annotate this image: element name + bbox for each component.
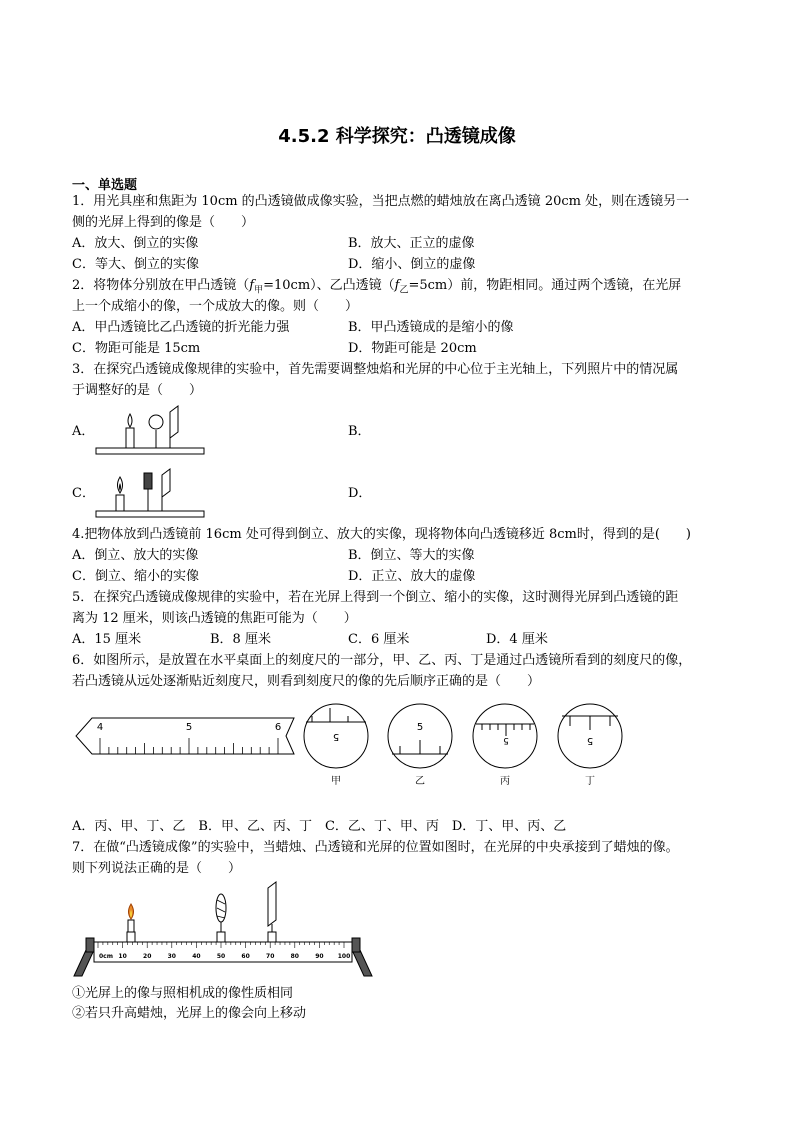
q6-options: A．丙、甲、丁、乙 B．甲、乙、丙、丁 C．乙、丁、甲、丙 D．丁、甲、丙、乙 (72, 819, 567, 834)
q2-f2: f (394, 278, 400, 293)
q5-option-a: A．15 厘米 (72, 632, 142, 647)
bench-label: 10 (118, 953, 127, 960)
q1-option-b: B．放大、正立的虚像 (348, 236, 475, 251)
q3-photo-c (94, 467, 206, 519)
bench-label: 40 (192, 953, 201, 960)
q7-screen (268, 882, 276, 942)
q6-ruler-label-4: 4 (96, 722, 104, 733)
q2-f1: f (249, 278, 255, 293)
q7-stem-line1: 7．在做“凸透镜成像”的实验中，当蜡烛、凸透镜和光屏的位置如图时，在光屏的中央承接到了蜡烛的像。 (72, 840, 679, 855)
q7-lens (216, 894, 226, 942)
q3-option-d: D． (348, 486, 372, 501)
q2-stem-part1: 2．将物体分别放在甲凸透镜（ (72, 278, 250, 293)
q6-label-ding: 丁 (585, 776, 595, 787)
bench-label: 60 (241, 953, 250, 960)
q7-statement-1: ①光屏上的像与照相机成的像性质相同 (72, 986, 294, 1001)
q2-f2-sub: 乙 (399, 285, 409, 296)
section-heading: 一、单选题 (72, 178, 138, 193)
q5-stem-line2: 离为 12 厘米，则该凸透镜的焦距可能为（ ） (72, 611, 357, 626)
q2-option-a: A．甲凸透镜比乙凸透镜的折光能力强 (72, 320, 290, 335)
bench-label: 50 (216, 953, 226, 960)
q7-stem-line2: 则下列说法正确的是（ ） (72, 861, 242, 876)
q1-stem-line1: 1．用光具座和焦距为 10cm 的凸透镜做成像实验，当把点燃的蜡烛放在离凸透镜 20cm 处，则在透镜另一 (72, 194, 690, 209)
q3-stem-line1: 3．在探究凸透镜成像规律的实验中，首先需要调整烛焰和光屏的中心位于主光轴上，下列照片中的情况属 (72, 362, 679, 377)
q6-label-jia: 甲 (331, 776, 341, 787)
q6-circle-yi (388, 704, 452, 768)
q2-option-d: D．物距可能是 20cm (348, 341, 477, 356)
q4-stem-line1: 4.把物体放到凸透镜前 16cm 处可得到倒立、放大的实像，现将物体向凸透镜移近 8cm时，得到的是( ) (72, 527, 691, 542)
q6-circle-bing (473, 704, 537, 768)
q6-circle-ding (558, 704, 622, 768)
bench-label: 80 (290, 953, 299, 960)
bench-label: 20 (143, 953, 152, 960)
q1-option-d: D．缩小、倒立的虚像 (348, 257, 476, 272)
q2-stem-part2: =10cm）、乙凸透镜（ (263, 278, 395, 293)
q1-stem-line2: 侧的光屏上得到的像是（ ） (72, 215, 255, 230)
q6-label-yi: 乙 (415, 776, 425, 787)
q2-option-c: C．物距可能是 15cm (72, 341, 201, 356)
q6-label-bing: 丙 (500, 776, 510, 787)
q6-circle-jia-num: 5 (332, 731, 340, 742)
q6-circle-jia (304, 704, 368, 768)
q7-optical-bench (72, 880, 374, 980)
q7-statement-2: ②若只升高蜡烛，光屏上的像会向上移动 (72, 1006, 307, 1021)
q5-option-b: B．8 厘米 (210, 632, 271, 647)
q2-option-b: B．甲凸透镜成的是缩小的像 (348, 320, 514, 335)
q6-figure (72, 700, 632, 792)
q6-ruler-label-6: 6 (274, 722, 282, 733)
q2-stem-line2: 上一个成缩小的像，一个成放大的像。则（ ） (72, 299, 359, 314)
bench-label: 30 (167, 953, 176, 960)
q6-circle-ding-num: 5 (586, 735, 594, 746)
q5-option-d: D．4 厘米 (486, 632, 548, 647)
q1-option-c: C．等大、倒立的实像 (72, 257, 199, 272)
q1-option-a: A．放大、倒立的实像 (72, 236, 199, 251)
q3-photo-a (94, 402, 206, 456)
page-title: 4.5.2 科学探究：凸透镜成像 (278, 126, 516, 147)
q4-option-b: B．倒立、等大的实像 (348, 548, 475, 563)
q3-option-c: C． (72, 486, 95, 501)
q5-stem-line1: 5．在探究凸透镜成像规律的实验中，若在光屏上得到一个倒立、缩小的实像，这时测得光屏到凸透镜的距 (72, 590, 679, 605)
bench-label: 0cm (99, 953, 113, 960)
q5-option-c: C．6 厘米 (348, 632, 410, 647)
q6-stem-line1: 6．如图所示，是放置在水平桌面上的刻度尺的一部分，甲、乙、丙、丁是通过凸透镜所看到的刻度尺的像， (72, 653, 692, 668)
q6-circle-yi-num: 5 (416, 722, 424, 733)
bench-label: 100 (337, 953, 351, 960)
q4-option-a: A．倒立、放大的实像 (72, 548, 199, 563)
q4-option-c: C．倒立、缩小的实像 (72, 569, 199, 584)
q6-stem-line2: 若凸透镜从远处逐渐贴近刻度尺，则看到刻度尺的像的先后顺序正确的是（ ） (72, 674, 541, 689)
q3-stem-line2: 于调整好的是（ ） (72, 383, 203, 398)
bench-label: 90 (315, 953, 324, 960)
q3-option-a: A． (72, 424, 95, 439)
q4-option-d: D．正立、放大的虚像 (348, 569, 476, 584)
q2-f1-sub: 甲 (254, 285, 264, 296)
q6-circle-bing-num: 5 (503, 735, 509, 745)
q6-ruler-label-5: 5 (185, 722, 193, 733)
q2-stem-part3: =5cm）前，物距相同。通过两个透镜，在光屏 (408, 278, 682, 293)
q6-ruler (76, 718, 294, 754)
q7-candle (127, 904, 135, 942)
bench-label: 70 (266, 953, 275, 960)
q3-option-b: B． (348, 424, 371, 439)
